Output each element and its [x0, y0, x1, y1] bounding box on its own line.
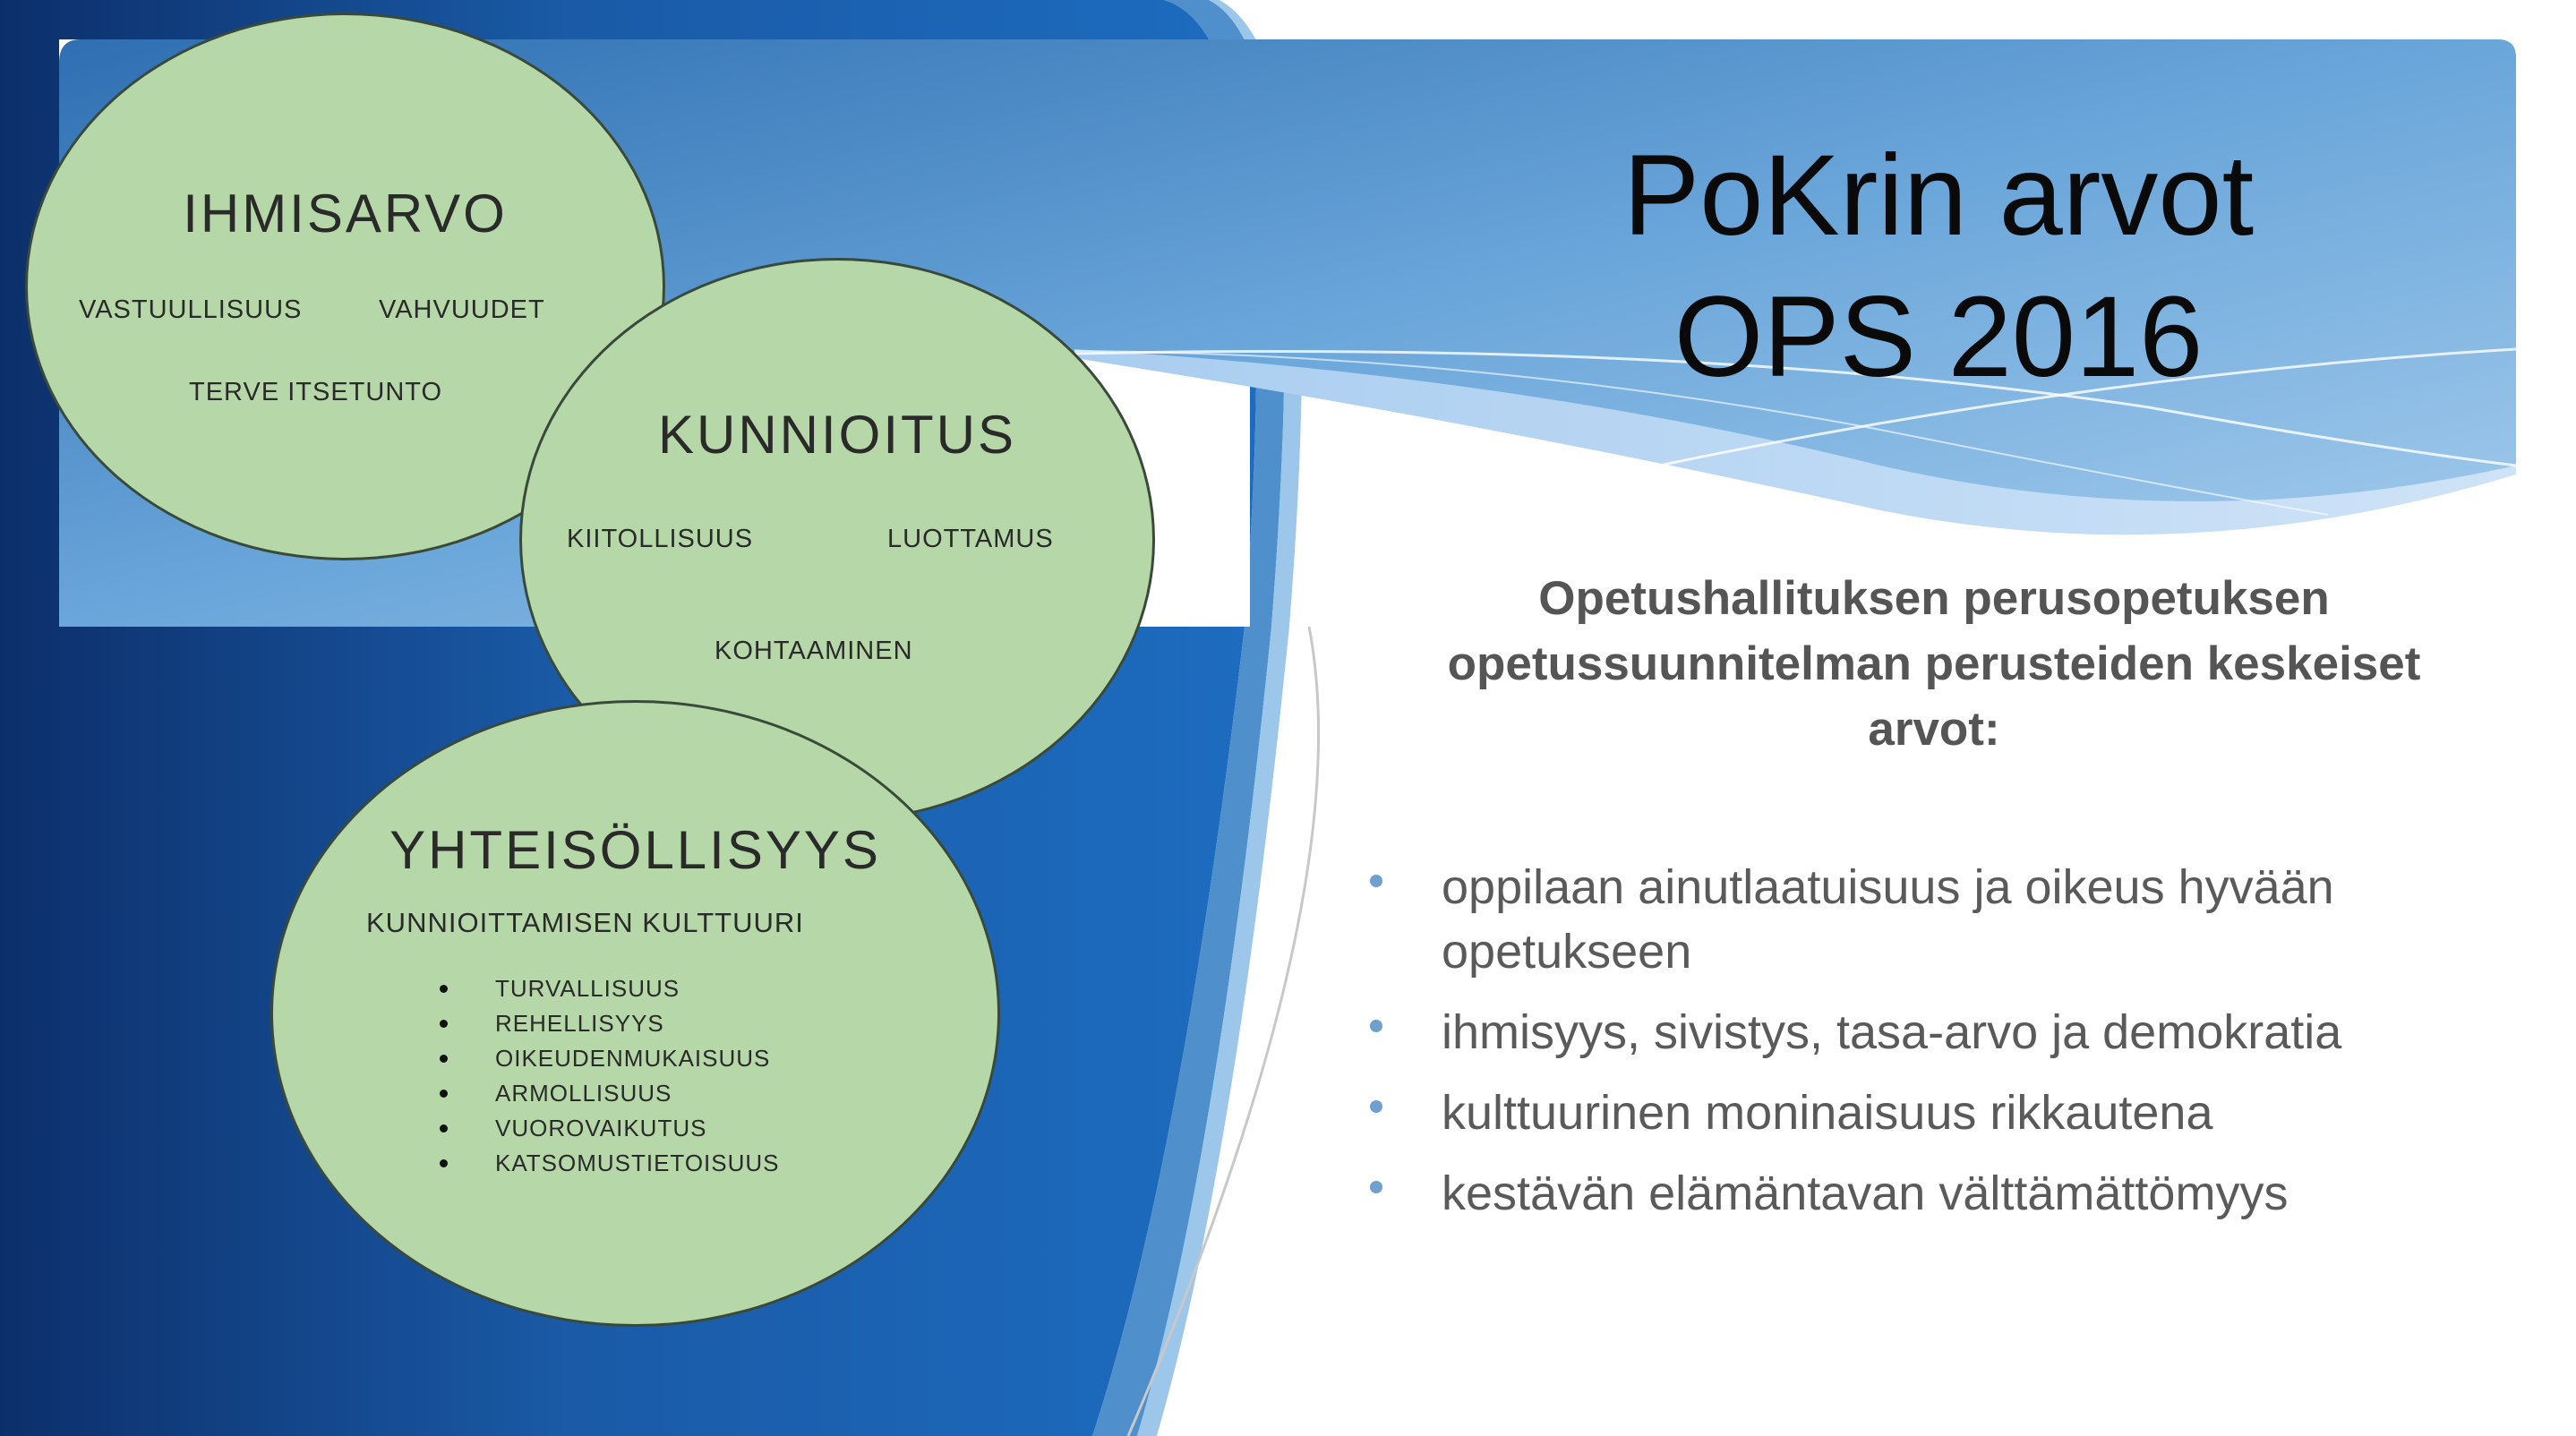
list-item: REHELLISYYS	[440, 1006, 780, 1041]
title-line-2: OPS 2016	[1673, 273, 2204, 401]
value-text: oppilaan ainutlaatuisuus ja oikeus hyvään opetukseen	[1442, 860, 2334, 979]
list-item: OIKEUDENMUKAISUUS	[440, 1041, 780, 1076]
circle-item: LUOTTAMUS	[887, 525, 1054, 553]
value-text: kestävän elämäntavan välttämättömyys	[1442, 1167, 2289, 1220]
circle-item: VAHVUUDET	[379, 295, 545, 324]
list-item	[1370, 1000, 2498, 1064]
circle-item: TERVE ITSETUNTO	[189, 378, 443, 406]
bullet-icon	[1370, 1020, 1382, 1032]
title-line-1: PoKrin arvot	[1622, 132, 2255, 260]
value-text: ihmisyys, sivistys, tasa-arvo ja demokratia	[1442, 1005, 2342, 1059]
list-item	[1370, 1161, 2498, 1226]
list-item: KATSOMUSTIETOISUUS	[440, 1146, 780, 1181]
bullet-icon	[1370, 1100, 1382, 1113]
circle-yhteisollisyys	[270, 700, 1000, 1327]
slide-title	[1468, 125, 2409, 408]
circle-title: KUNNIOITUS	[657, 405, 1017, 465]
list-item: VUOROVAIKUTUS	[440, 1111, 780, 1146]
circle-title: IHMISARVO	[183, 184, 508, 244]
value-text: kulttuurinen moninaisuus rikkautena	[1442, 1086, 2213, 1140]
circle-item: KIITOLLISUUS	[567, 525, 754, 553]
circle-subtitle: KUNNIOITTAMISEN KULTTUURI	[366, 907, 804, 938]
list-item: TURVALLISUUS	[440, 971, 780, 1006]
list-item	[1370, 855, 2498, 984]
bullet-icon	[1370, 875, 1382, 887]
circle-item: KOHTAAMINEN	[715, 637, 913, 665]
list-item: ARMOLLISUUS	[440, 1076, 780, 1111]
bullet-icon	[1370, 1181, 1382, 1193]
circle-title: YHTEISÖLLISYYS	[389, 820, 881, 880]
list-item	[1370, 1081, 2498, 1145]
values-list	[1370, 855, 2498, 1242]
values-intro-text: Opetushallituksen perusopetuksen opetussuunnitelman perusteiden keskeiset arvot:	[1447, 572, 2421, 756]
circle-bullet-list	[440, 971, 780, 1181]
circle-item: VASTUULLISUUS	[79, 295, 303, 324]
